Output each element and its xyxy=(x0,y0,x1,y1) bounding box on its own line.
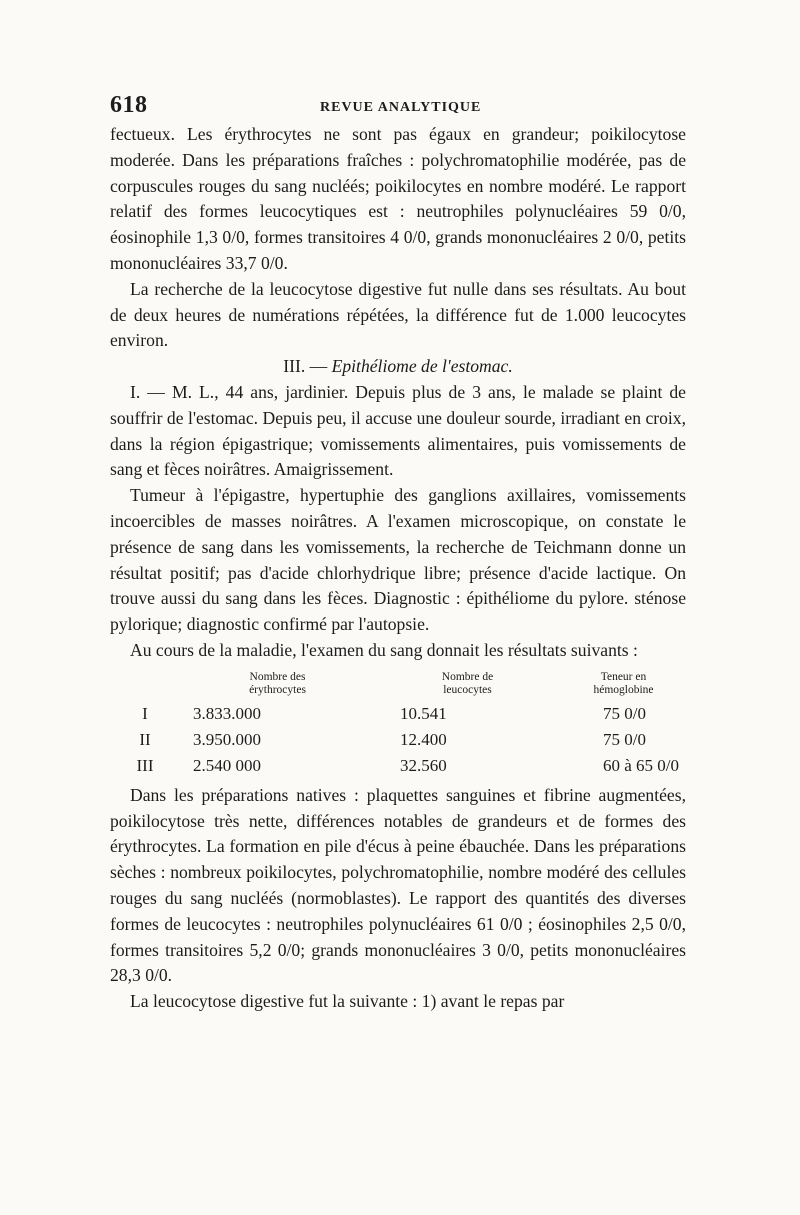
column-header-leucocytes: Nombre de leucocytes xyxy=(441,670,494,696)
section-heading xyxy=(110,354,686,380)
table-row xyxy=(110,753,686,779)
paragraph: La recherche de la leucocytose digestive fut nulle dans ses résultats. Au bout de deux heures de numérations répétées, la différence fut de 1.000 leucocytes environ. xyxy=(110,278,686,351)
table-header-row xyxy=(110,670,686,701)
paragraph: Au cours de la maladie, l'examen du sang donnait les résultats suivants : xyxy=(130,639,638,660)
erythrocytes-cell: 3.950.000 xyxy=(193,729,261,749)
leucocytes-cell: 12.400 xyxy=(400,729,447,749)
document-page xyxy=(110,92,686,1015)
row-label: II xyxy=(139,729,151,749)
paragraph: fectueux. Les érythrocytes ne sont pas égaux en grandeur; poikilocytose moderée. Dans les préparations fraîches : polychromatophilie modérée, pas de corpuscules rouges du sang nucléés; poikilocytes en nombre modéré. Le rapport relatif des formes leucocytiques est : neutrophiles polynucléaires 59 0/0, éosinophile 1,3 0/0, formes transitoires 4 0/0, grands mononucléaires 2 0/0, petits mononucléaires 33,7 0/0. xyxy=(110,124,686,273)
table-row xyxy=(110,701,686,727)
paragraph: La leucocytose digestive fut la suivante : 1) avant le repas par xyxy=(130,991,565,1012)
hemoglobine-cell: 75 0/0 xyxy=(603,729,646,749)
erythrocytes-cell: 3.833.000 xyxy=(193,703,261,723)
column-header-hemoglobine: Teneur en hémoglobine xyxy=(593,670,654,696)
running-title: REVUE ANALYTIQUE xyxy=(320,100,482,115)
section-number: III. — xyxy=(283,356,328,377)
hemoglobine-cell: 75 0/0 xyxy=(603,703,646,723)
erythrocytes-cell: 2.540 000 xyxy=(193,755,261,775)
paragraph: Dans les préparations natives : plaquettes sanguines et fibrine augmentées, poikilocytose très nette, différences notables de grandeurs et de formes des érythrocytes. La formation en pile d'écus à peine ébauchée. Dans les préparations sèches : nombreux poikilocytes, polychromatophilie, nombre modéré des cellules rouges du sang nucléés (normoblastes). Le rapport des quantités des diverses formes de leucocytes : neutrophiles polynucléaires 61 0/0 ; éosinophiles 2,5 0/0, formes transitoires 5,2 0/0; grands mononucléaires 3 0/0, petits mononucléaires 28,3 0/0. xyxy=(110,784,686,986)
section-title: Epithéliome de l'estomac. xyxy=(331,356,513,377)
row-label: III xyxy=(136,755,154,775)
hemoglobine-cell: 60 à 65 0/0 xyxy=(603,755,680,775)
column-header-erythrocytes: Nombre des érythrocytes xyxy=(249,670,306,696)
paragraph: I. — M. L., 44 ans, jardinier. Depuis plus de 3 ans, le malade se plaint de souffrir de l'estomac. Depuis peu, il accuse une douleur sourde, irradiant en croix, dans la région épigastrique; vomissements alimentaires, puis vomissements de sang et fèces noirâtres. Amaigrissement. xyxy=(110,381,686,480)
blood-results-table xyxy=(110,670,686,779)
leucocytes-cell: 32.560 xyxy=(400,755,447,775)
table-row xyxy=(110,727,686,753)
page-number: 618 xyxy=(110,92,148,118)
leucocytes-cell: 10.541 xyxy=(400,703,447,723)
body-text xyxy=(110,122,686,1015)
paragraph: Tumeur à l'épigastre, hypertuphie des ganglions axillaires, vomissements incoercibles de masses noirâtres. A l'examen microscopique, on constate le présence de sang dans les vomissements, la recherche de Teichmann donne un résultat positif; pas d'acide chlorhydrique libre; présence d'acide lactique. On trouve aussi du sang dans les fèces. Diagnostic : épithéliome du pylore. sténose pylorique; diagnostic confirmé par l'autopsie. xyxy=(110,485,686,635)
row-label: I xyxy=(142,703,148,723)
page-header xyxy=(110,92,686,122)
